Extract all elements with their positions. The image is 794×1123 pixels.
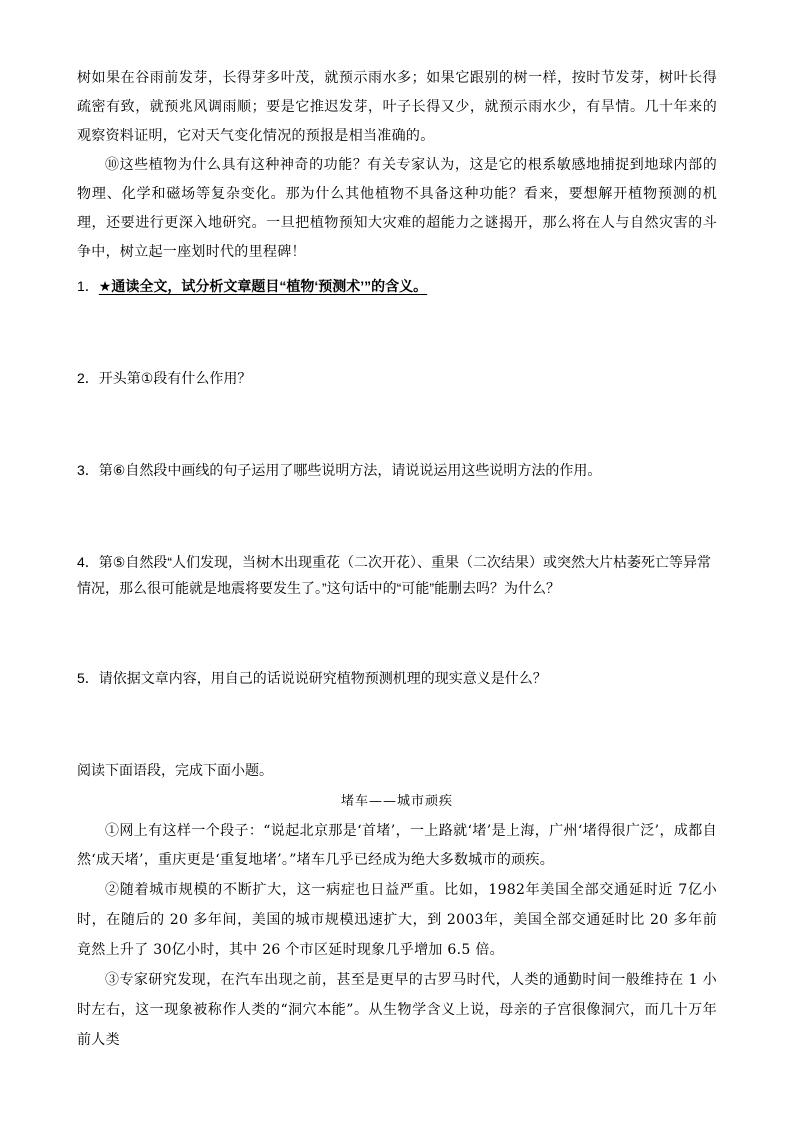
- question-text: 请依据文章内容，用自己的话说说研究植物预测机理的现实意义是什么？: [98, 670, 547, 686]
- question-text: 第⑥自然段中画线的句子运用了哪些说明方法，请说说运用这些说明方法的作用。: [98, 462, 602, 478]
- question-text: ★通读全文，试分析文章题目“植物‘预测术’”的含义。: [98, 278, 428, 294]
- passage-title: 堵车——城市顽疾: [340, 794, 453, 809]
- question-text: 第⑤自然段“人们发现，当树木出现重花（二次开花）、重果（二次结果）或突然大片枯萎死亡等异常情况，那么很可能就是地震将要发生了。”这句话中的“可能”能删去吗？为什么？: [77, 554, 712, 596]
- question-number: 1．: [77, 278, 99, 294]
- question-3: [77, 457, 717, 483]
- document-page: [77, 64, 717, 1055]
- passage-paragraph-1: ①网上有这样一个段子：“说起北京那是‘首堵’，一上路就‘堵’是上海，广州‘堵得很广泛’，成都自然‘成天堵’，重庆更是‘重复地堵’。”堵车几乎已经成为绝大多数城市的顽疾。: [77, 823, 717, 868]
- question-number: 2．: [77, 370, 99, 386]
- passage-paragraph-continued: 树如果在谷雨前发芽，长得芽多叶茂，就预示雨水多；如果它跟别的树一样，按时节发芽，树叶长得疏密有致，就预兆风调雨顺；要是它推迟发芽，叶子长得又少，就预示雨水少，有旱情。几十年来的观察资料证明，它对天气变化情况的预报是相当准确的。: [77, 70, 717, 144]
- question-text: 开头第①段有什么作用？: [98, 370, 252, 386]
- question-number: 3．: [77, 462, 99, 478]
- question-4: [77, 549, 717, 601]
- question-2: [77, 365, 717, 391]
- question-number: 5．: [77, 670, 99, 686]
- passage-paragraph-10: ⑩这些植物为什么具有这种神奇的功能？有关专家认为，这是它的根系敏感地捕捉到地球内部的物理、化学和磁场等复杂变化。那为什么其他植物不具备这种功能？看来，要想解开植物预测的机理，还要进行更深入地研究。一旦把植物预知大灾难的超能力之谜揭开，那么将在人与自然灾害的斗争中，树立起一座划时代的里程碑！: [77, 157, 717, 260]
- reading-instructions: 阅读下面语段，完成下面小题。: [77, 762, 273, 778]
- question-5: [77, 665, 717, 691]
- question-number: 4．: [77, 554, 99, 570]
- passage-paragraph-3: ③专家研究发现，在汽车出现之前，甚至是更早的古罗马时代，人类的通勤时间一般维持在 1 小时左右，这一现象被称作人类的“洞穴本能”。从生物学含义上说，母亲的子宫很像洞穴，而几十万年前人类: [77, 972, 717, 1048]
- question-1: [77, 273, 717, 299]
- passage-paragraph-2: ②随着城市规模的不断扩大，这一病症也日益严重。比如，1982年美国全部交通延时近 7亿小时，在随后的 20 多年间，美国的城市规模迅速扩大，到 2003年，美国全部交通延时比 20 多年前竟然上升了 30亿小时，其中 26 个市区延时现象几乎增加 6.5 倍。: [77, 882, 717, 958]
